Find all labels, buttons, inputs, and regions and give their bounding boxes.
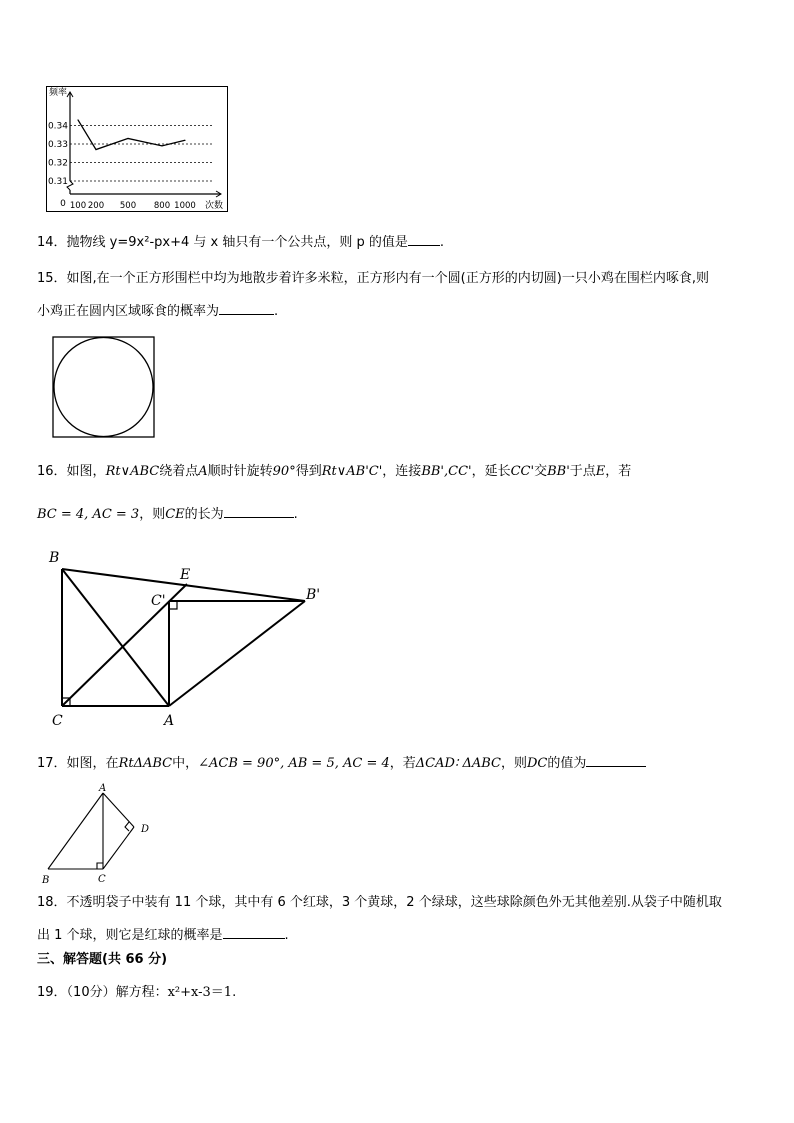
question-15-line2: 小鸡正在圆内区域啄食的概率为 . <box>37 304 279 319</box>
right-angle-mark-C <box>97 863 103 869</box>
x-axis-label: 次数 <box>205 201 224 211</box>
answer-blank <box>219 302 274 315</box>
label-C: C <box>52 713 63 729</box>
question-18-line2: 出 1 个球，则它是红球的概率是 . <box>37 928 289 943</box>
label-D: D <box>141 824 150 835</box>
question-text: 抛物线 y=9x²-px+4 与 x 轴只有一个公共点，则 p 的值是 <box>66 235 408 250</box>
frequency-line-chart <box>46 86 228 212</box>
right-angle-mark-C1 <box>169 601 177 609</box>
rotation-triangle-figure <box>40 545 340 730</box>
segment-BA <box>62 569 169 706</box>
x-tick-label: 800 <box>153 201 171 211</box>
label-B: B <box>49 550 60 566</box>
question-15-line1 <box>37 270 709 288</box>
segment-AD <box>103 793 134 827</box>
x-tick-label: 1000 <box>174 201 196 211</box>
data-point <box>77 119 78 120</box>
question-number: 14． <box>37 235 67 250</box>
section-heading: 三、解答题(共 66 分) <box>37 952 168 967</box>
question-number: 17． <box>37 756 67 771</box>
question-text: 不透明袋子中装有 11 个球，其中有 6 个红球，3 个黄球，2 个绿球，这些球除颜色外无其他差别.从袋子中随机取 <box>66 895 722 910</box>
question-19: 19．（10分）解方程：x²+x-3＝1. <box>37 985 237 1000</box>
label-E: E <box>180 567 191 583</box>
question-text: 出 1 个球，则它是红球的概率是 <box>37 928 223 943</box>
question-18-line1 <box>37 894 722 912</box>
chart-frame <box>47 87 228 212</box>
segment-AB <box>48 793 103 869</box>
series-line-0 <box>78 120 185 150</box>
y-axis-label: 频率 <box>49 88 68 98</box>
origin-label: 0 <box>60 199 66 209</box>
answer-blank <box>408 233 440 246</box>
y-tick-label: 0.31 <box>47 177 68 187</box>
question-number: 15． <box>37 271 67 286</box>
data-point <box>127 138 128 139</box>
answer-blank <box>224 505 294 518</box>
y-tick-label: 0.34 <box>47 121 68 132</box>
question-number: 19． <box>37 985 67 1000</box>
label-A: A <box>164 713 175 729</box>
question-text: 小鸡正在圆内区域啄食的概率为 <box>37 304 220 319</box>
square-inscribed-circle-figure <box>52 336 156 440</box>
answer-blank <box>586 754 646 767</box>
x-tick-label: 100 <box>69 201 87 211</box>
label-C1: C' <box>151 593 166 609</box>
data-point <box>161 145 162 146</box>
y-tick-label: 0.32 <box>47 158 68 169</box>
question-number: 18． <box>37 895 67 910</box>
question-17: 17．如图，在RtΔABC中，∠ACB = 90°, AB = 5, AC = 4，若ΔCAD∶ ΔABC，则DC的值为 <box>37 754 646 773</box>
data-point <box>184 140 185 141</box>
question-number: 16． <box>37 464 67 479</box>
label-A: A <box>99 783 107 794</box>
question-16-line1: 16．如图，Rt∨ABC绕着点A顺时针旋转90°得到Rt∨AB'C'，连接BB',CC'，延长CC'交BB'于点E，若 <box>37 464 632 479</box>
question-text: 如图,在一个正方形围栏中均为地散步着许多米粒，正方形内有一个圆(正方形的内切圆)一只小鸡在围栏内啄食,则 <box>66 271 709 286</box>
question-14: 14．抛物线 y=9x²-px+4 与 x 轴只有一个公共点，则 p 的值是 . <box>37 235 444 250</box>
label-B1: B' <box>306 587 321 603</box>
question-16-line2: BC = 4, AC = 3，则CE的长为 . <box>37 507 298 522</box>
right-angle-mark-D <box>125 822 129 831</box>
answer-blank <box>223 926 285 939</box>
label-B: B <box>42 875 50 886</box>
x-tick-label: 200 <box>87 201 105 211</box>
segment-DC <box>103 827 134 869</box>
label-C: C <box>98 874 106 885</box>
x-tick-label: 500 <box>119 201 137 211</box>
segment-AB1 <box>169 601 305 706</box>
inscribed-circle <box>54 338 153 437</box>
data-point <box>95 149 96 150</box>
similar-triangle-figure <box>40 783 160 888</box>
y-tick-label: 0.33 <box>47 140 68 150</box>
